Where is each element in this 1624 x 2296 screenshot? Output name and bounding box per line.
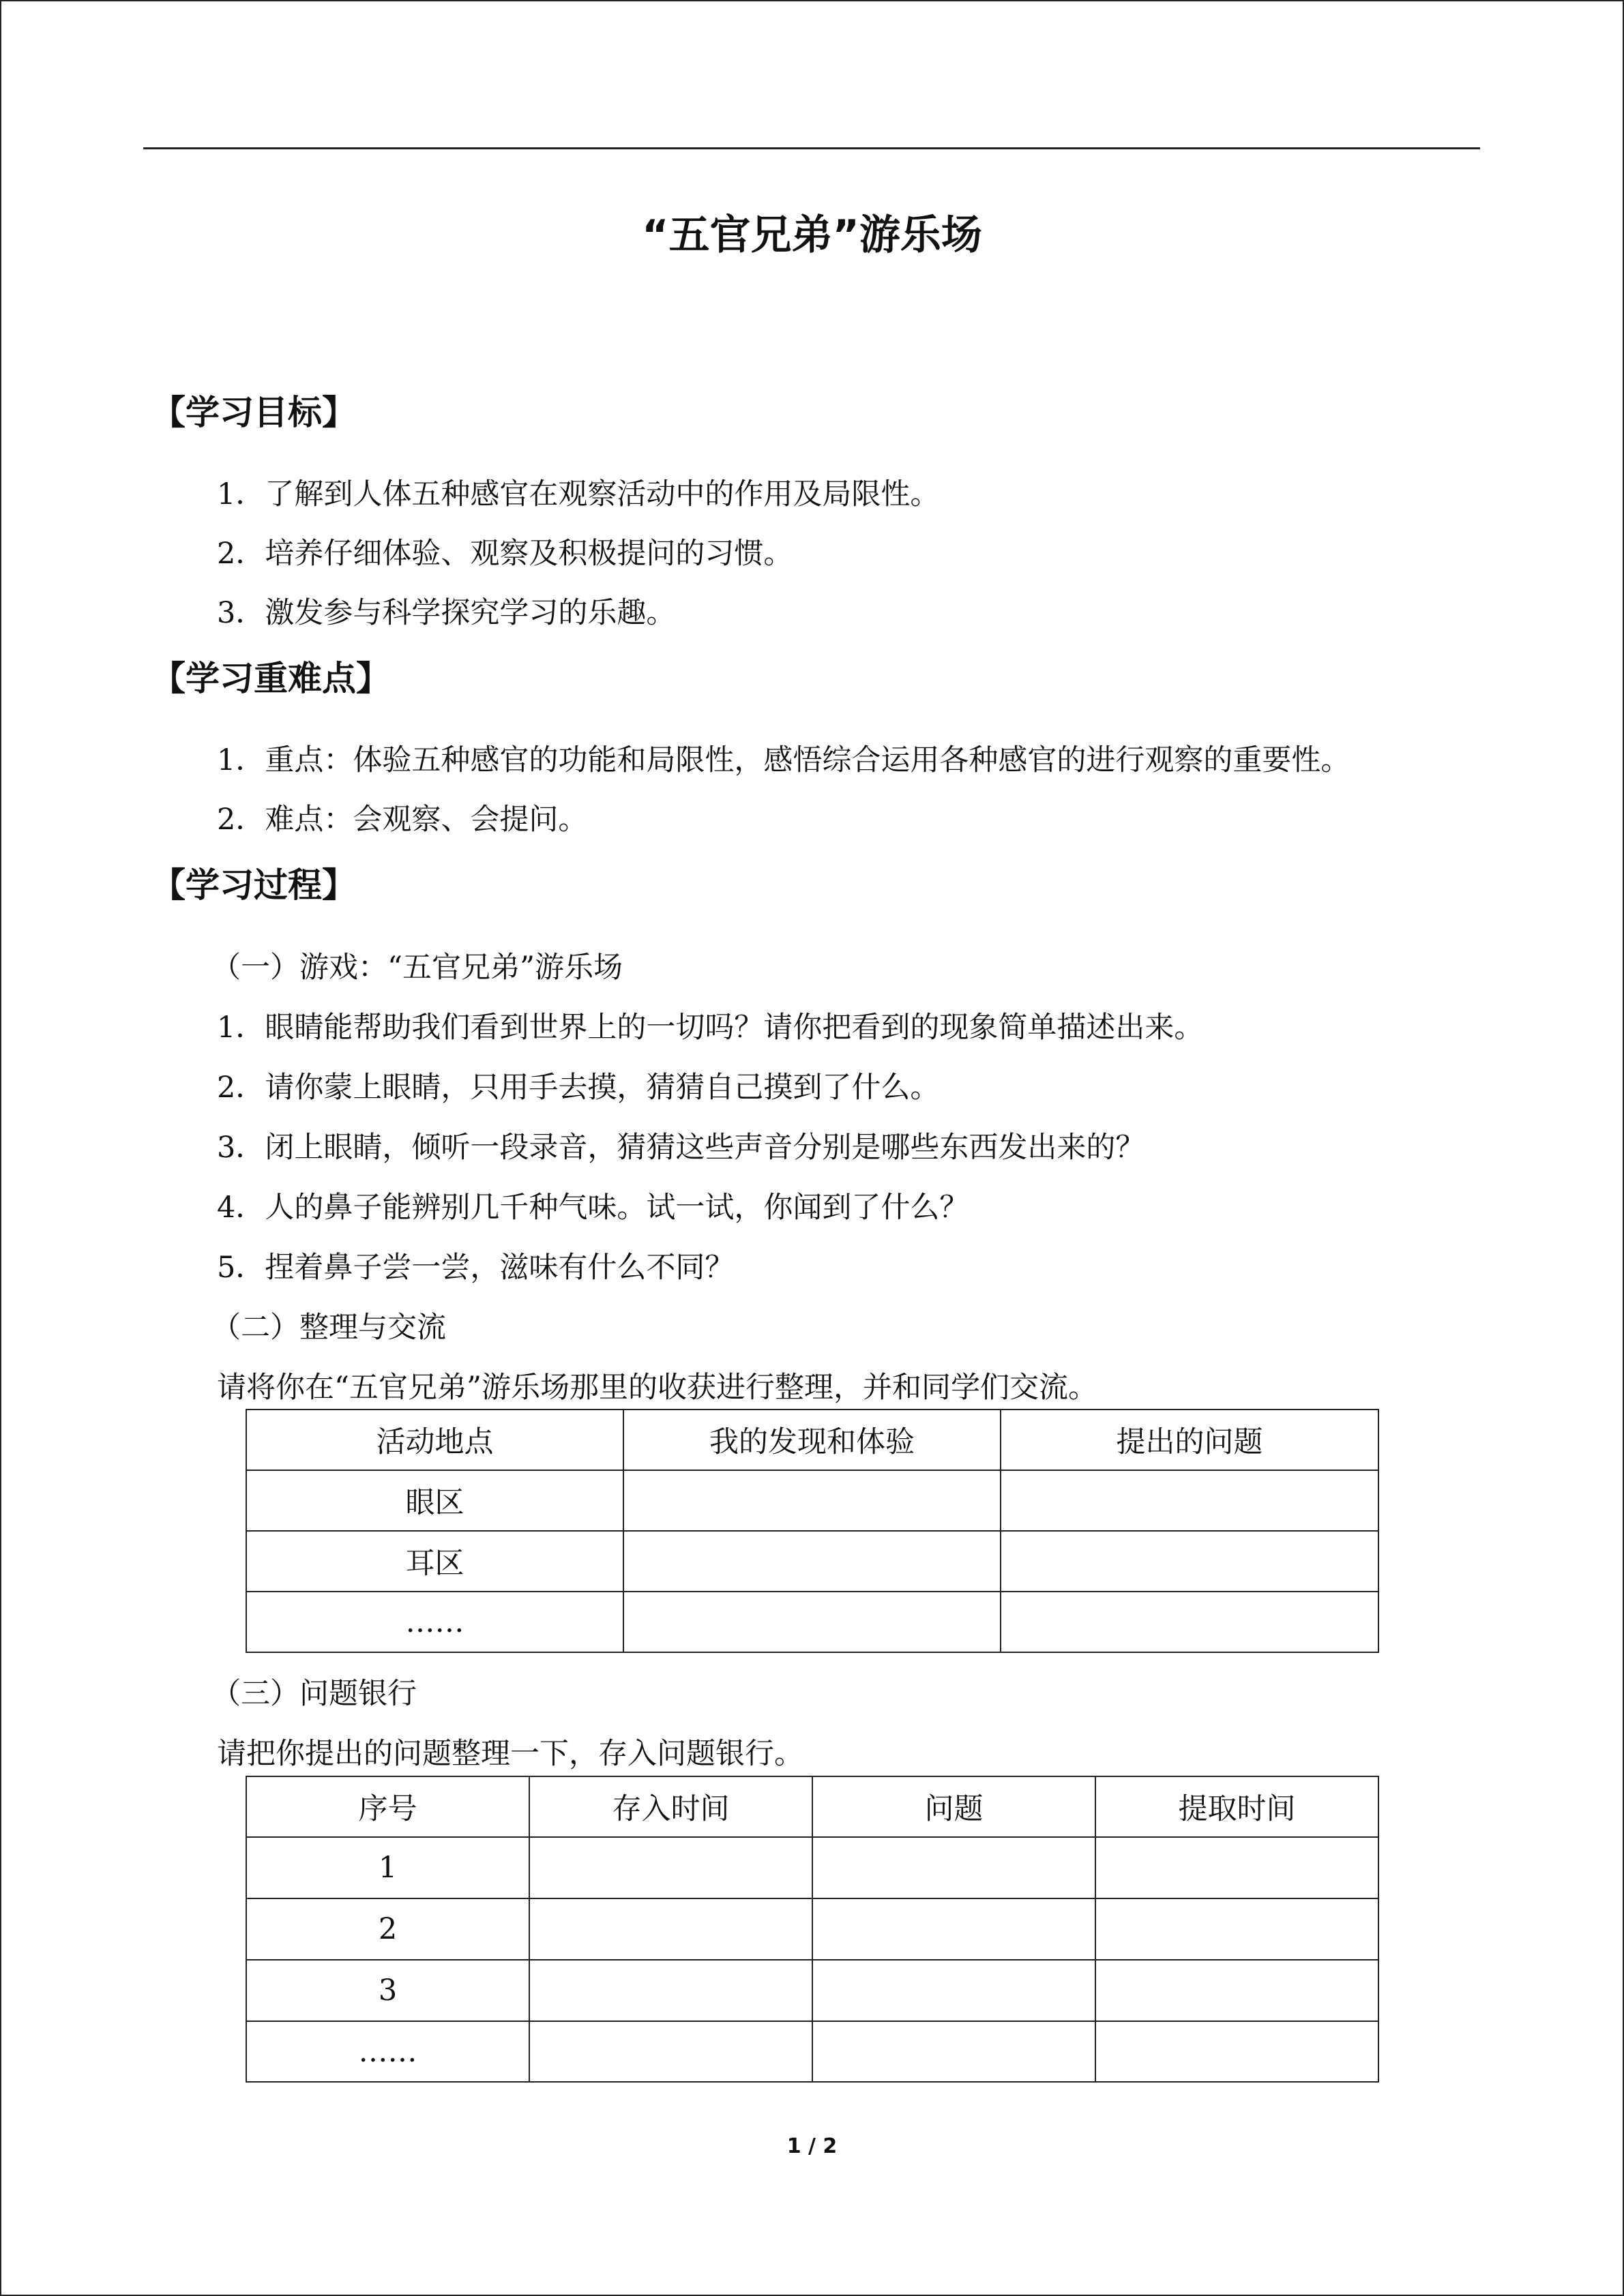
table-row — [246, 1531, 1378, 1592]
table-cell[interactable] — [812, 2021, 1095, 2082]
process-part1-item: 4．人的鼻子能辨别几千种气味。试一试，你闻到了什么？ — [217, 1191, 969, 1225]
table-cell[interactable] — [529, 1837, 812, 1898]
table-cell[interactable] — [812, 1837, 1095, 1898]
table-cell: 1 — [246, 1837, 529, 1898]
process-part1-item: 5．捏着鼻子尝一尝，滋味有什么不同？ — [217, 1251, 735, 1285]
table-cell: 耳区 — [246, 1531, 623, 1592]
section-heading-goals: 【学习目标】 — [151, 393, 356, 432]
process-part1-label: （一）游戏：“五官兄弟”游乐场 — [211, 951, 623, 985]
table-row — [246, 1898, 1378, 1960]
table-cell[interactable] — [1095, 1837, 1378, 1898]
header-rule — [143, 147, 1480, 149]
key-point-item: 1．重点：体验五种感官的功能和局限性，感悟综合运用各种感官的进行观察的重要性。 — [217, 743, 1350, 777]
table-cell: 2 — [246, 1898, 529, 1960]
process-part1-item: 3．闭上眼睛，倾听一段录音，猜猜这些声音分别是哪些东西发出来的？ — [217, 1131, 1145, 1165]
table-cell: …… — [246, 2021, 529, 2082]
table-row — [246, 1837, 1378, 1898]
table-header-row — [246, 1776, 1378, 1837]
table-row — [246, 2021, 1378, 2082]
table-header-cell: 问题 — [812, 1776, 1095, 1837]
table-cell[interactable] — [529, 1960, 812, 2021]
table-header-cell: 我的发现和体验 — [623, 1410, 1001, 1470]
document-title: “五官兄弟”游乐场 — [642, 211, 982, 259]
process-part2-label: （二）整理与交流 — [211, 1311, 446, 1345]
process-part1-item: 1．眼睛能帮助我们看到世界上的一切吗？请你把看到的现象简单描述出来。 — [217, 1011, 1204, 1045]
table-cell: 3 — [246, 1960, 529, 2021]
table-cell[interactable] — [812, 1960, 1095, 2021]
process-part3-label: （三）问题银行 — [211, 1677, 417, 1711]
table-cell[interactable] — [1095, 2021, 1378, 2082]
table-cell[interactable] — [623, 1531, 1001, 1592]
table-row — [246, 1960, 1378, 2021]
process-part3-instruction: 请把你提出的问题整理一下，存入问题银行。 — [217, 1737, 803, 1771]
table-cell[interactable] — [1001, 1531, 1378, 1592]
process-part1-item: 2．请你蒙上眼睛，只用手去摸，猜猜自己摸到了什么。 — [217, 1071, 940, 1105]
table-header-row — [246, 1410, 1378, 1470]
table-header-cell: 存入时间 — [529, 1776, 812, 1837]
table-row — [246, 1592, 1378, 1652]
section-heading-key-points: 【学习重难点】 — [151, 659, 390, 698]
table-cell[interactable] — [529, 1898, 812, 1960]
table-row — [246, 1470, 1378, 1531]
table-cell[interactable] — [1095, 1960, 1378, 2021]
table-cell[interactable] — [1095, 1898, 1378, 1960]
exchange-table — [246, 1409, 1379, 1653]
table-cell: …… — [246, 1592, 623, 1652]
table-cell[interactable] — [623, 1470, 1001, 1531]
table-cell[interactable] — [1001, 1470, 1378, 1531]
goal-item: 2．培养仔细体验、观察及积极提问的习惯。 — [217, 537, 793, 571]
table-header-cell: 活动地点 — [246, 1410, 623, 1470]
page-number: 1 / 2 — [786, 2134, 838, 2158]
table-header-cell: 序号 — [246, 1776, 529, 1837]
goal-item: 3．激发参与科学探究学习的乐趣。 — [217, 596, 676, 630]
section-heading-process: 【学习过程】 — [151, 865, 356, 905]
process-part2-instruction: 请将你在“五官兄弟”游乐场那里的收获进行整理，并和同学们交流。 — [217, 1371, 1097, 1405]
table-cell[interactable] — [1001, 1592, 1378, 1652]
table-cell: 眼区 — [246, 1470, 623, 1531]
question-bank-table — [246, 1776, 1379, 2083]
table-header-cell: 提出的问题 — [1001, 1410, 1378, 1470]
table-cell[interactable] — [529, 2021, 812, 2082]
table-header-cell: 提取时间 — [1095, 1776, 1378, 1837]
table-cell[interactable] — [812, 1898, 1095, 1960]
key-point-item: 2．难点：会观察、会提问。 — [217, 803, 588, 837]
goal-item: 1．了解到人体五种感官在观察活动中的作用及局限性。 — [217, 477, 940, 511]
table-cell[interactable] — [623, 1592, 1001, 1652]
